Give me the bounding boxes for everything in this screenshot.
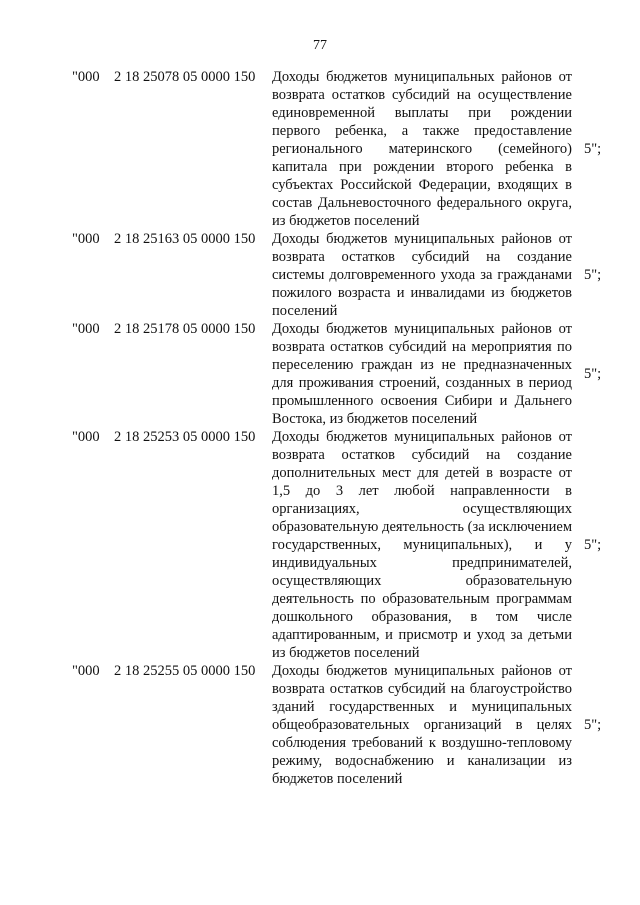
page-number: 77 [313, 38, 327, 53]
budget-code: 2 18 25253 05 0000 150 [114, 429, 256, 445]
row-prefix: "000 [72, 69, 100, 85]
budget-code: 2 18 25163 05 0000 150 [114, 231, 256, 247]
row-suffix: 5"; [584, 537, 602, 553]
table-row [0, 320, 640, 428]
row-suffix: 5"; [584, 366, 602, 382]
row-prefix: "000 [72, 321, 100, 337]
row-suffix: 5"; [584, 141, 602, 157]
revenue-description: Доходы бюджетов муниципальных районов от возврата остатков субсидий на создание системы долговременного ухода за гражданами пожилого возраста и инвалидами из бюджетов поселений [272, 231, 572, 319]
row-prefix: "000 [72, 231, 100, 247]
row-suffix: 5"; [584, 267, 602, 283]
budget-code-table [0, 68, 640, 788]
budget-code: 2 18 25255 05 0000 150 [114, 663, 256, 679]
revenue-description: Доходы бюджетов муниципальных районов от возврата остатков субсидий на благоустройство зданий государственных и муниципальных общеобразовательных организаций в целях соблюдения требований к воздушно-тепловому режиму, водоснабжению и канализации из бюджетов поселений [272, 663, 572, 787]
row-prefix: "000 [72, 429, 100, 445]
table-row [0, 230, 640, 320]
row-suffix: 5"; [584, 717, 602, 733]
table-row [0, 68, 640, 230]
table-row [0, 662, 640, 788]
revenue-description: Доходы бюджетов муниципальных районов от возврата остатков субсидий на осуществление единовременной выплаты при рождении первого ребенка, а также предоставление регионального материнского (семейного) капитала при рождении второго ребенка в субъектах Российской Федерации, входящих в состав Дальневосточного федерального округа, из бюджетов поселений [272, 69, 572, 229]
row-prefix: "000 [72, 663, 100, 679]
revenue-description: Доходы бюджетов муниципальных районов от возврата остатков субсидий на мероприятия по переселению граждан из не предназначенных для проживания строений, созданных в период промышленного освоения Сибири и Дальнего Востока, из бюджетов поселений [272, 321, 572, 427]
table-row [0, 428, 640, 662]
budget-code: 2 18 25078 05 0000 150 [114, 69, 256, 85]
budget-code: 2 18 25178 05 0000 150 [114, 321, 256, 337]
revenue-description: Доходы бюджетов муниципальных районов от возврата остатков субсидий на создание дополнительных мест для детей в возрасте от 1,5 до 3 лет любой направленности в организациях, осуществляющих образовательную деятельность (за исключением государственных, муниципальных), и у индивидуальных предпринимателей, осуществляющих образовательную деятельность по образовательным программам дошкольного образования, в том числе адаптированным, и присмотр и уход за детьми из бюджетов поселений [272, 429, 572, 661]
